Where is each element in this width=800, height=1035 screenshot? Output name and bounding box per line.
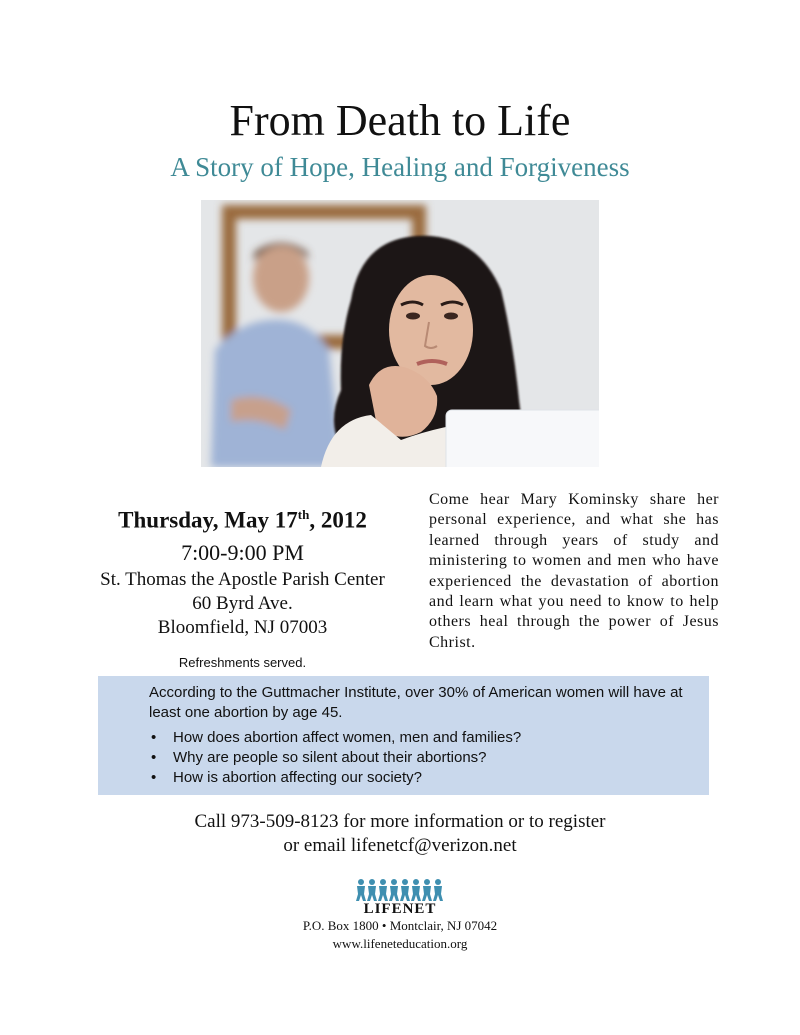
bullet-icon: • — [151, 749, 157, 766]
contact-info — [0, 810, 800, 858]
contact-phone: Call 973-509-8123 for more information or to register — [194, 811, 606, 832]
page-subtitle: A Story of Hope, Healing and Forgiveness — [170, 152, 630, 182]
event-date-ordinal: th — [297, 507, 310, 522]
list-item — [149, 748, 689, 768]
event-date-year: , 2012 — [309, 507, 367, 533]
page-title: From Death to Life — [229, 96, 571, 145]
event-details — [60, 500, 425, 672]
bullet-text: How does abortion affect women, men and families? — [173, 729, 522, 746]
info-intro: According to the Guttmacher Institute, over 30% of American women will have at least one abortion by age 45. — [149, 684, 683, 721]
bullet-text: Why are people so silent about their abortions? — [173, 749, 487, 766]
logo-name: LIFENET — [363, 901, 437, 917]
contact-email: or email lifenetcf@verizon.net — [283, 835, 517, 856]
event-city: Bloomfield, NJ 07003 — [157, 616, 328, 638]
event-date-main: Thursday, May 17 — [118, 507, 298, 533]
refreshments-note: Refreshments served. — [178, 654, 307, 670]
bullet-icon: • — [151, 729, 157, 746]
footer-address: P.O. Box 1800 • Montclair, NJ 07042 — [302, 918, 498, 933]
event-description: Come hear Mary Kominsky share her personal experience, and what she has learned through years of study and ministering to women and men who have experienced the devastation of abortion and learn what you need to know to help others heal through the power of Jesus Christ. — [429, 491, 719, 651]
bullet-text: How is abortion affecting our society? — [173, 769, 423, 786]
event-venue: St. Thomas the Apostle Parish Center — [100, 568, 385, 590]
footer-website: www.lifeneteducation.org — [332, 936, 468, 951]
list-item — [149, 768, 689, 788]
info-bullet-list — [149, 728, 689, 788]
event-date — [60, 500, 425, 536]
info-box — [98, 676, 709, 795]
event-street: 60 Byrd Ave. — [192, 592, 293, 614]
bullet-icon: • — [151, 769, 157, 786]
event-time: 7:00-9:00 PM — [181, 539, 304, 565]
hero-photo — [201, 200, 599, 467]
list-item — [149, 728, 689, 748]
